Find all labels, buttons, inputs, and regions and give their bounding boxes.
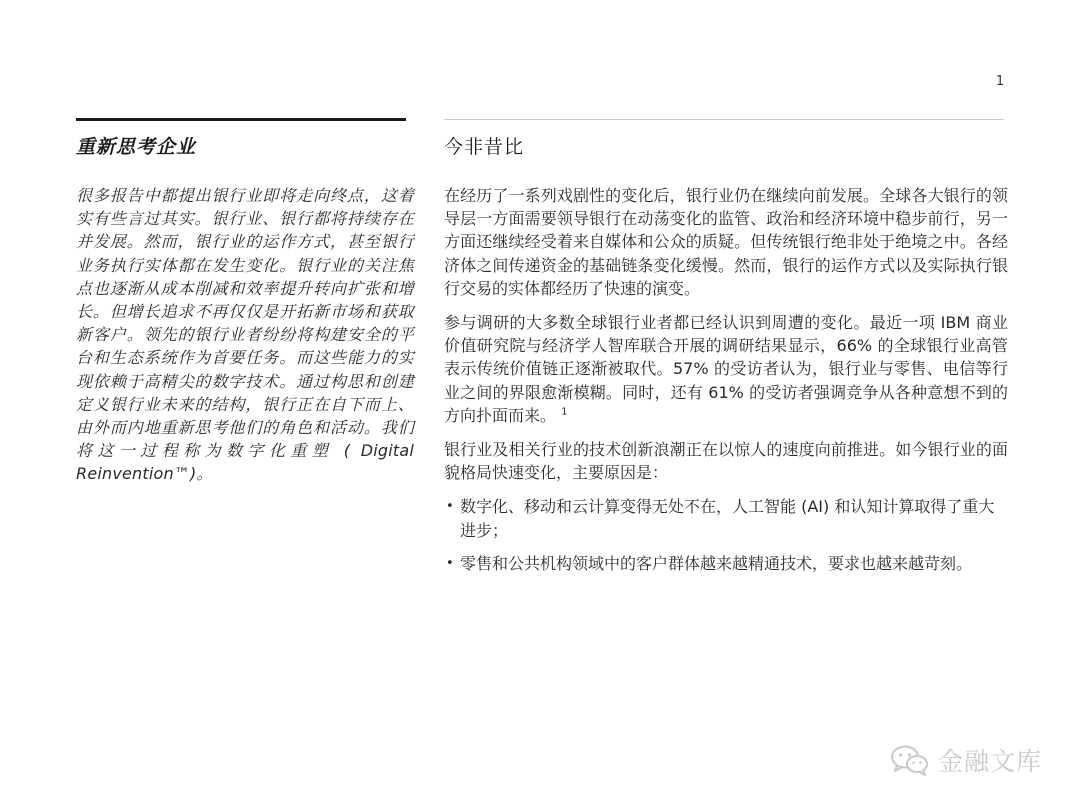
- watermark-text: 金融文库: [938, 747, 1043, 776]
- body-paragraph-3: [444, 438, 1008, 484]
- left-column-top-rule: [76, 118, 406, 121]
- bullet-symbol: •: [446, 555, 454, 571]
- bullet-item: [444, 552, 1008, 575]
- body-paragraph-3-text: 银行业及相关行业的技术创新浪潮正在以惊人的速度向前推进。如今银行业的面貌格局快速变化，主要原因是：: [444, 440, 1008, 483]
- bullet-item-text: 数字化、移动和云计算变得无处不在，人工智能 (AI) 和认知计算取得了重大进步；: [460, 497, 995, 540]
- right-column-body: [444, 184, 1008, 585]
- bullet-symbol: •: [446, 499, 454, 515]
- intro-paragraph: 很多报告中都提出银行业即将走向终点，这着实有些言过其实。银行业、银行都将持续存在并发展。然而，银行业的运作方式，甚至银行业务执行实体都在发生变化。银行业的关注焦点也逐渐从成本削减和效率提升转向扩张和增长。但增长追求不再仅仅是开拓新市场和获取新客户。领先的银行业者纷纷将构建安全的平台和生态系统作为首要任务。而这些能力的实现依赖于高精尖的数字技术。通过构思和创建定义银行业未来的结构，银行正在自下而上、由外而内地重新思考他们的角色和活动。我们将这一过程称为数字化重塑 ( Digital Reinvention™)。: [76, 186, 414, 484]
- footnote-marker: 1: [561, 406, 568, 418]
- right-section-title: 今非昔比: [444, 136, 525, 158]
- left-section-title: 重新思考企业: [76, 136, 197, 158]
- watermark: [890, 742, 1042, 778]
- bullet-item-text: 零售和公共机构领域中的客户群体越来越精通技术，要求也越来越苛刻。: [460, 553, 973, 573]
- wechat-icon: [890, 743, 930, 777]
- page-number: 1: [995, 74, 1005, 89]
- bullet-list: [444, 495, 1008, 575]
- body-paragraph-2: [444, 311, 1008, 427]
- body-paragraph-2-text: 参与调研的大多数全球银行业者都已经认识到周遭的变化。最近一项 IBM 商业价值研究院与经济学人智库联合开展的调研结果显示，66% 的全球银行业高管表示传统价值链正逐渐被取代。57% 的受访者认为，银行业与零售、电信等行业之间的界限愈渐模糊。同时，还有 61% 的受访者强调竞争从各种意想不到的方向扑面而来。: [444, 313, 1008, 425]
- body-paragraph-1: [444, 184, 1008, 300]
- bullet-item: [444, 495, 1008, 541]
- body-paragraph-1-text: 在经历了一系列戏剧性的变化后，银行业仍在继续向前发展。全球各大银行的领导层一方面需要领导银行在动荡变化的监管、政治和经济环境中稳步前行，另一方面还继续经受着来自媒体和公众的质疑。但传统银行绝非处于绝境之中。各经济体之间传递资金的基础链条变化缓慢。然而，银行的运作方式以及实际执行银行交易的实体都经历了快速的演变。: [444, 186, 1008, 298]
- right-column-top-rule: [444, 119, 1004, 120]
